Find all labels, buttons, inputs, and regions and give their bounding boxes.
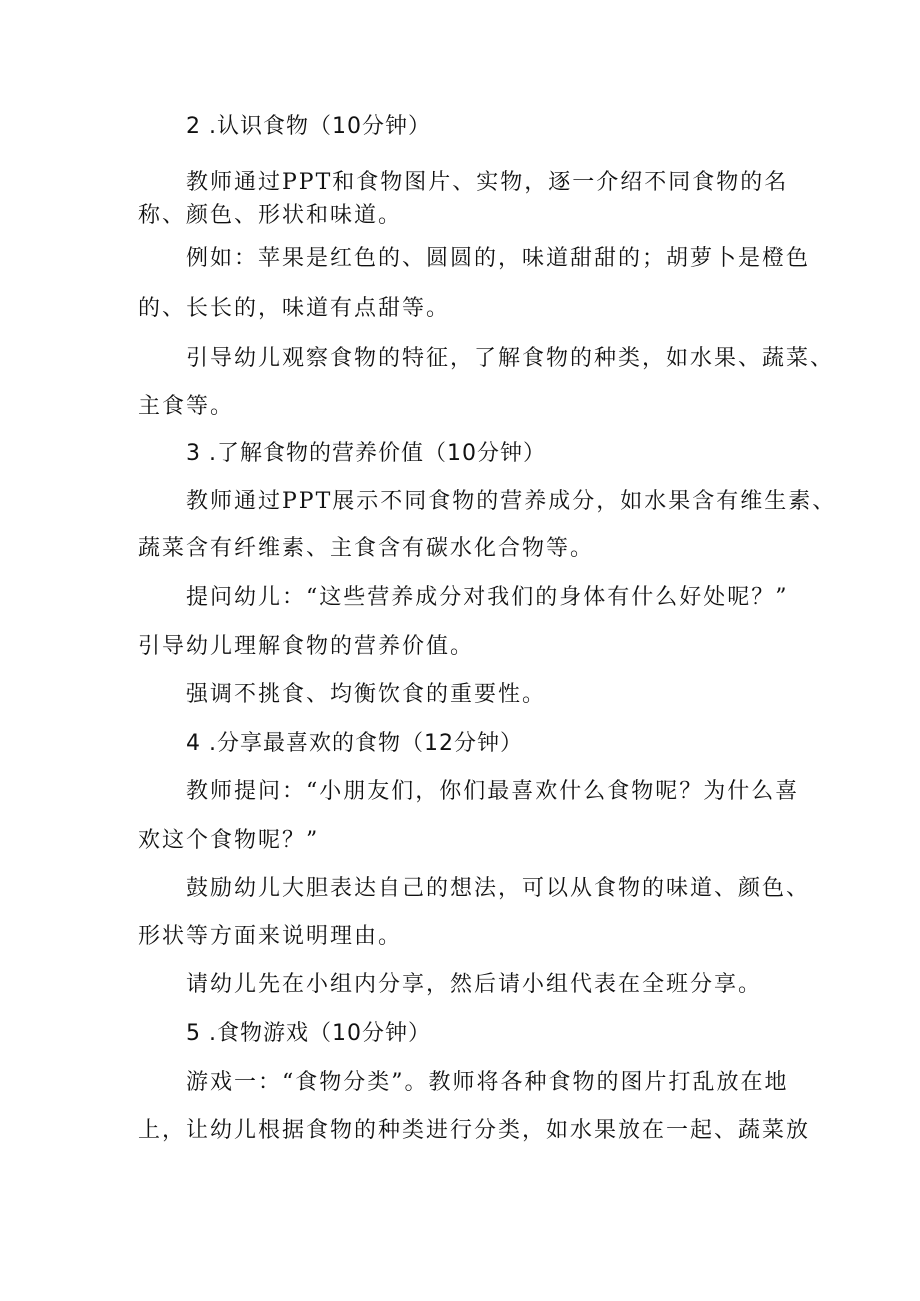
section-2-paragraph-1-line-1: 教师通过PPT和食物图片、实物，逐一介绍不同食物的名 [186,170,789,195]
section-2-paragraph-2-line-2: 的、长长的，味道有点甜等。 [138,296,451,321]
section-2-paragraph-2-line-1: 例如：苹果是红色的、圆圆的，味道甜甜的；胡萝卜是橙色 [186,246,811,271]
section-4-paragraph-2-line-2: 形状等方面来说明理由。 [138,924,403,949]
section-5-paragraph-1-line-2: 上，让幼儿根据食物的种类进行分类，如水果放在一起、蔬菜放 [138,1118,811,1143]
section-4-paragraph-3-line-1: 请幼儿先在小组内分享，然后请小组代表在全班分享。 [186,972,763,997]
section-2-paragraph-3-line-1: 引导幼儿观察食物的特征，了解食物的种类，如水果、蔬菜、 [186,346,835,371]
section-4-heading: 4 .分享最喜欢的食物（12分钟） [186,731,523,756]
section-2-heading: 2 .认识食物（10分钟） [186,114,431,139]
section-3-paragraph-2-line-2: 引导幼儿理解食物的营养价值。 [138,634,475,659]
section-3-heading: 3 .了解食物的营养价值（10分钟） [186,441,546,466]
section-3-paragraph-1-line-1: 教师通过PPT展示不同食物的营养成分，如水果含有维生素、 [186,489,837,514]
section-4-paragraph-1-line-1: 教师提问：“小朋友们，你们最喜欢什么食物呢？为什么喜 [186,779,800,804]
section-3-paragraph-2-line-1: 提问幼儿：“这些营养成分对我们的身体有什么好处呢？” [186,585,789,610]
section-3-paragraph-3-line-1: 强调不挑食、均衡饮食的重要性。 [186,682,547,707]
section-5-paragraph-1-line-1: 游戏一：“食物分类”。教师将各种食物的图片打乱放在地 [186,1070,789,1095]
section-4-paragraph-1-line-2: 欢这个食物呢？” [138,828,320,853]
section-2-paragraph-1-line-2: 称、颜色、形状和味道。 [138,203,403,228]
section-5-heading: 5 .食物游戏（10分钟） [186,1021,431,1046]
section-2-paragraph-3-line-2: 主食等。 [138,394,235,419]
section-4-paragraph-2-line-1: 鼓励幼儿大胆表达自己的想法，可以从食物的味道、颜色、 [186,876,811,901]
section-3-paragraph-1-line-2: 蔬菜含有纤维素、主食含有碳水化合物等。 [138,536,595,561]
